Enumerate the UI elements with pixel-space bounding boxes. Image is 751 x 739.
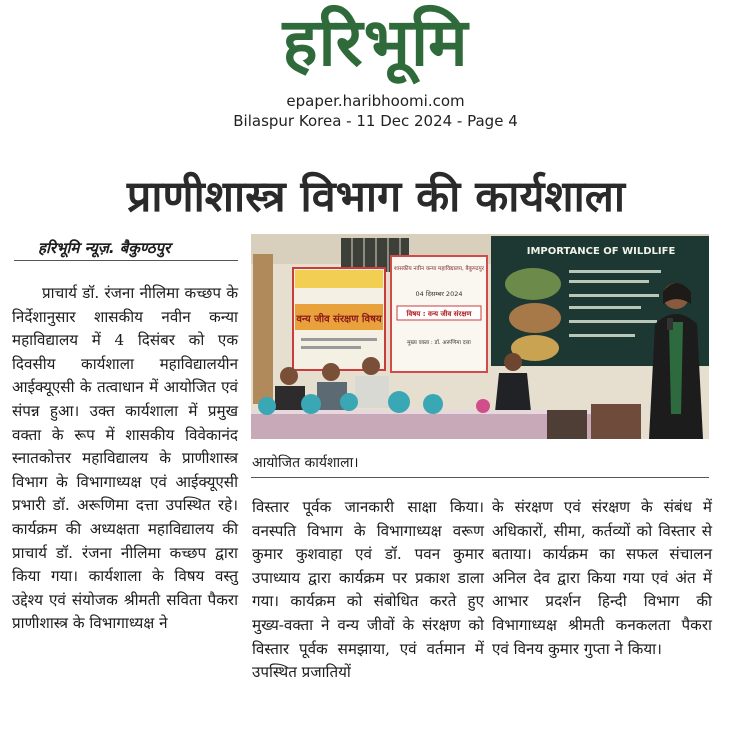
banner-center-line3: विषय : वन्य जीव संरक्षण bbox=[406, 310, 472, 318]
photo-caption: आयोजित कार्यशाला। bbox=[252, 455, 359, 471]
edition-info: Bilaspur Korea - 11 Dec 2024 - Page 4 bbox=[233, 112, 518, 130]
article-headline: प्राणीशास्त्र विभाग की कार्यशाला bbox=[126, 172, 626, 222]
article-column-3: के संरक्षण एवं संरक्षण के संबंध में अधिकारों, सीमा, कर्तव्यों को विस्तार से बताया। कार्यक्रम का सफल संचालन अनिल देव द्वारा किया गया एवं अंत में आभार प्रदर्शन हिन्दी विभाग की विभागाध्यक्ष श्रीमती कनकलता पैकरा एवं विनय कुमार गुप्ता ने किया। bbox=[492, 498, 712, 658]
banner-left-title: वन्य जीव संरक्षण विषय bbox=[296, 314, 382, 325]
article-column-2: विस्तार पूर्वक जानकारी साक्षा किया। वनस्पति विभाग के विभागाध्यक्ष वरूण कुमार कुशवाहा एवं डॉ. पवन कुमार उपाध्याय द्वारा कार्यक्रम पर प्रकाश डाला गया। कार्यक्रम को संबोधित करते हुए मुख्य-वक्ता ने वन्य जीवों के संरक्षण को विस्तार पूर्वक समझाया, एवं वर्तमान में उपस्थित प्रजातियों bbox=[252, 498, 484, 682]
article-column-1: प्राचार्य डॉ. रंजना नीलिमा कच्छप के निर्देशानुसार शासकीय नवीन कन्या महाविद्यालय में 4 दिसंबर को एक दिवसीय कार्यशाला महाविद्यालयीन आईक्यूएसी के तत्वाधान में आयोजित एवं संपन्न हुआ। उक्त कार्यशाला में प्रमुख वक्ता के रूप में शासकीय विवेकानंद स्नातकोत्तर महाविद्यालय के प्राणीशास्त्र विभाग के विभागाध्यक्ष एवं आईक्यूएसी प्रभारी डॉ. अरूणिमा दत्ता उपस्थित रहे। कार्यक्रम की अध्यक्षता महाविद्यालय की प्राचार्य डॉ. रंजना नीलिमा कच्छप द्वारा किया गया। कार्यशाला के विषय वस्तु उद्देश्य एवं संयोजक श्रीमती सविता पैकरा प्राणीशास्त्र के विभागाध्यक्ष ने bbox=[12, 284, 238, 633]
caption-divider bbox=[251, 477, 709, 478]
screen-title: IMPORTANCE OF WILDLIFE bbox=[526, 246, 676, 257]
byline-divider bbox=[14, 260, 238, 261]
site-url[interactable]: epaper.haribhoomi.com bbox=[286, 92, 465, 110]
banner-left bbox=[293, 268, 385, 370]
event-photo[interactable] bbox=[251, 234, 709, 439]
banner-center-line4: मुख्य वक्ता : डॉ. अरूणिमा दत्ता bbox=[407, 340, 471, 346]
banner-center bbox=[391, 256, 487, 372]
haribhoomi-logo[interactable]: हरिभूमि bbox=[282, 4, 469, 81]
masthead bbox=[0, 0, 751, 140]
banner-center-line2: 04 दिसम्बर 2024 bbox=[415, 290, 463, 298]
article-byline: हरिभूमि न्यूज़. बैकुण्ठपुर bbox=[38, 239, 171, 257]
banner-center-line1: शासकीय नवीन कन्या महाविद्यालय, बैकुण्ठपुर bbox=[394, 266, 484, 272]
